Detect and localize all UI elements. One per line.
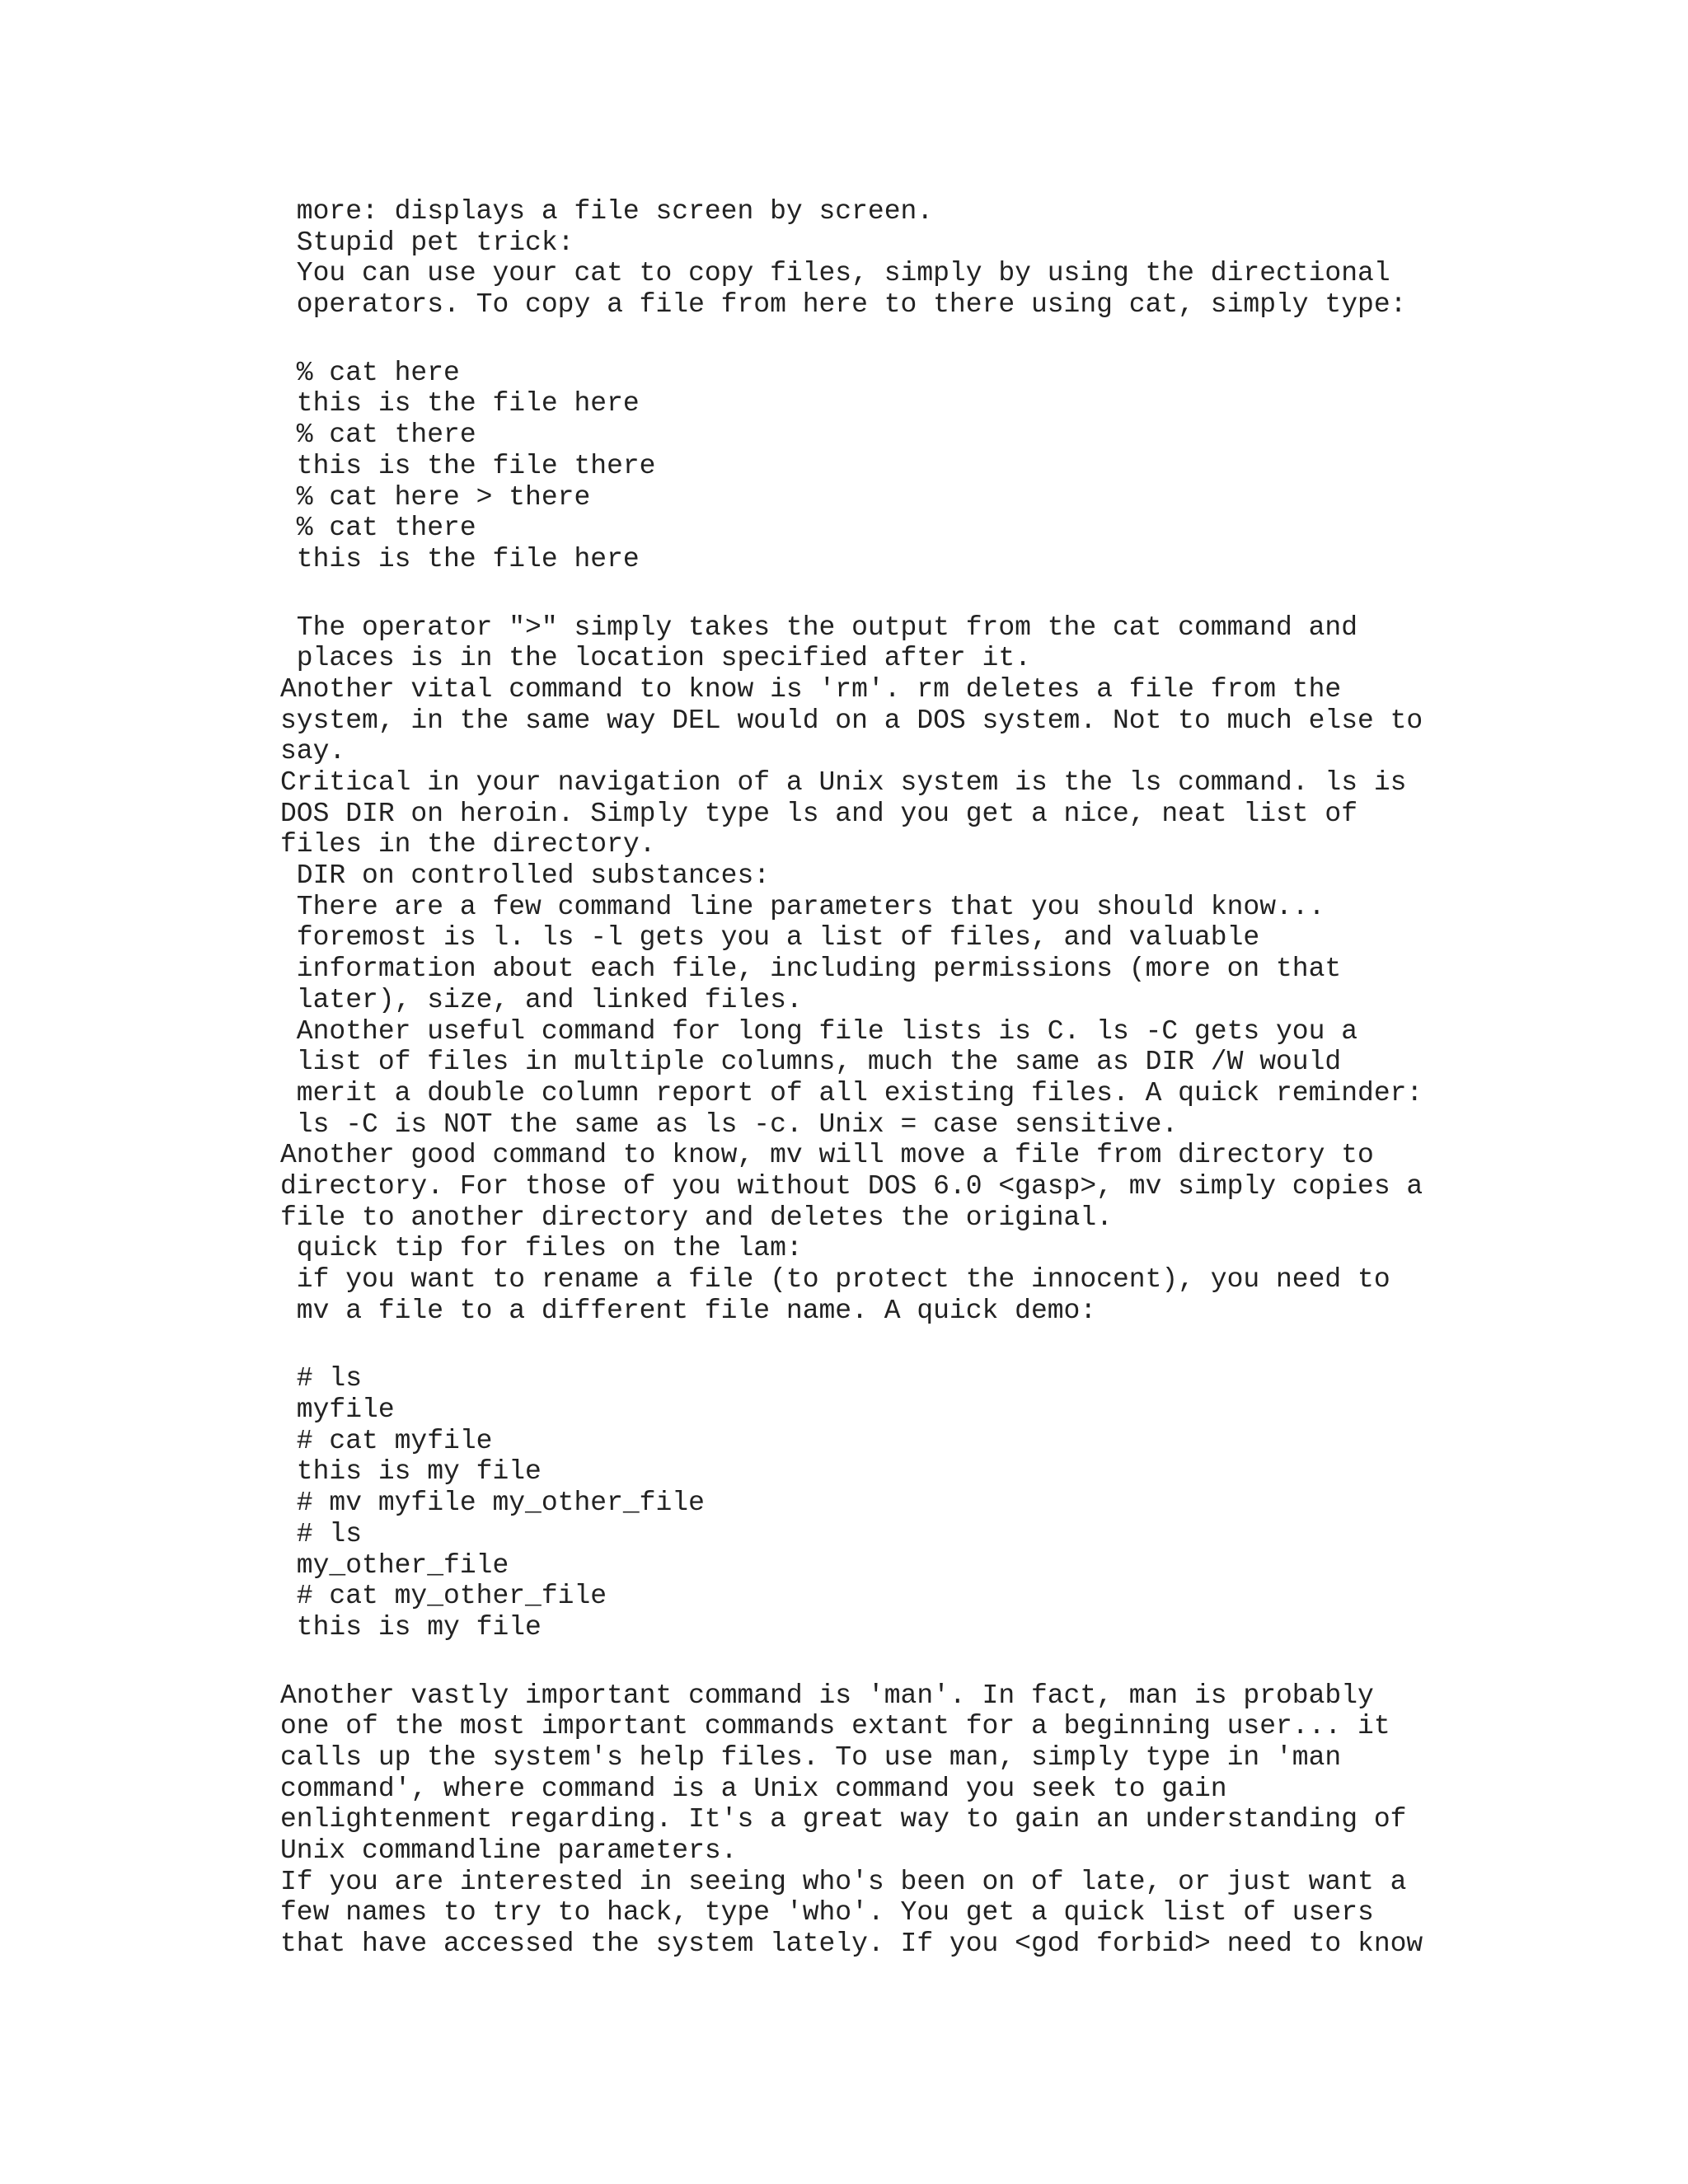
text-line: my_other_file (280, 1549, 509, 1581)
text-line: enlightenment regarding. It's a great way to gain an understanding of (280, 1804, 1407, 1835)
text-line: # mv myfile my_other_file (280, 1488, 705, 1519)
text-line: system, in the same way DEL would on a DOS system. Not to much else to (280, 705, 1423, 736)
text-line: one of the most important commands extant for a beginning user... it (280, 1711, 1390, 1742)
text-line: files in the directory. (280, 829, 656, 860)
text-line: You can use your cat to copy files, simply by using the directional (280, 258, 1390, 289)
text-line: # ls (280, 1363, 363, 1394)
text-line: mv a file to a different file name. A quick demo: (280, 1295, 1097, 1326)
text-line: merit a double column report of all existing files. A quick reminder: (280, 1077, 1423, 1108)
text-line: that have accessed the system lately. If you <god forbid> need to know (280, 1929, 1423, 1960)
text-line: calls up the system's help files. To use man, simply type in 'man (280, 1741, 1342, 1773)
text-line: command', where command is a Unix command you seek to gain (280, 1773, 1227, 1804)
text-line: # cat myfile (280, 1425, 493, 1456)
blank-line (280, 321, 1484, 358)
text-line: places is in the location specified after it. (280, 643, 1031, 674)
text-line: Another useful command for long file lists is C. ls -C gets you a (280, 1015, 1358, 1047)
document-text (280, 196, 1484, 1960)
text-line: myfile (280, 1394, 395, 1426)
text-line: ls -C is NOT the same as ls -c. Unix = case sensitive. (280, 1108, 1179, 1140)
text-line: say. (280, 736, 346, 767)
text-line: operators. To copy a file from here to there using cat, simply type: (280, 289, 1407, 321)
text-line: % cat there (280, 513, 476, 544)
text-line: Another vastly important command is 'man'. In fact, man is probably (280, 1680, 1374, 1711)
text-line: this is my file (280, 1456, 542, 1488)
text-line: Stupid pet trick: (280, 227, 574, 258)
text-line: directory. For those of you without DOS 6.0 <gasp>, mv simply copies a (280, 1170, 1423, 1202)
text-line: # ls (280, 1518, 363, 1549)
text-line: list of files in multiple columns, much the same as DIR /W would (280, 1047, 1342, 1078)
text-line: The operator ">" simply takes the output from the cat command and (280, 612, 1358, 643)
text-line: this is the file here (280, 388, 640, 419)
text-line: # cat my_other_file (280, 1581, 607, 1612)
text-line: % cat here > there (280, 481, 591, 513)
blank-line (280, 1643, 1484, 1680)
text-line: Unix commandline parameters. (280, 1835, 738, 1866)
text-line: file to another directory and deletes the original. (280, 1202, 1113, 1233)
text-line: Another vital command to know is 'rm'. rm deletes a file from the (280, 673, 1342, 705)
text-line: this is the file there (280, 450, 656, 481)
text-line: later), size, and linked files. (280, 984, 803, 1015)
text-line: information about each file, including permissions (more on that (280, 954, 1342, 985)
text-line: more: displays a file screen by screen. (280, 196, 934, 227)
text-line: There are a few command line parameters that you should know... (280, 891, 1325, 922)
text-line: If you are interested in seeing who's been on of late, or just want a (280, 1866, 1407, 1897)
text-line: DOS DIR on heroin. Simply type ls and you get a nice, neat list of (280, 798, 1358, 829)
text-line: few names to try to hack, type 'who'. You get a quick list of users (280, 1897, 1374, 1929)
text-line: Another good command to know, mv will move a file from directory to (280, 1140, 1374, 1171)
text-line: this is my file (280, 1611, 542, 1643)
text-line: % cat there (280, 419, 476, 451)
blank-line (280, 1326, 1484, 1363)
text-line: DIR on controlled substances: (280, 860, 771, 892)
text-line: quick tip for files on the lam: (280, 1233, 803, 1264)
text-line: foremost is l. ls -l gets you a list of files, and valuable (280, 922, 1260, 954)
text-line: Critical in your navigation of a Unix system is the ls command. ls is (280, 767, 1407, 798)
text-line: % cat here (280, 357, 460, 388)
blank-line (280, 575, 1484, 612)
text-line: this is the file here (280, 543, 640, 574)
text-line: if you want to rename a file (to protect the innocent), you need to (280, 1264, 1390, 1295)
